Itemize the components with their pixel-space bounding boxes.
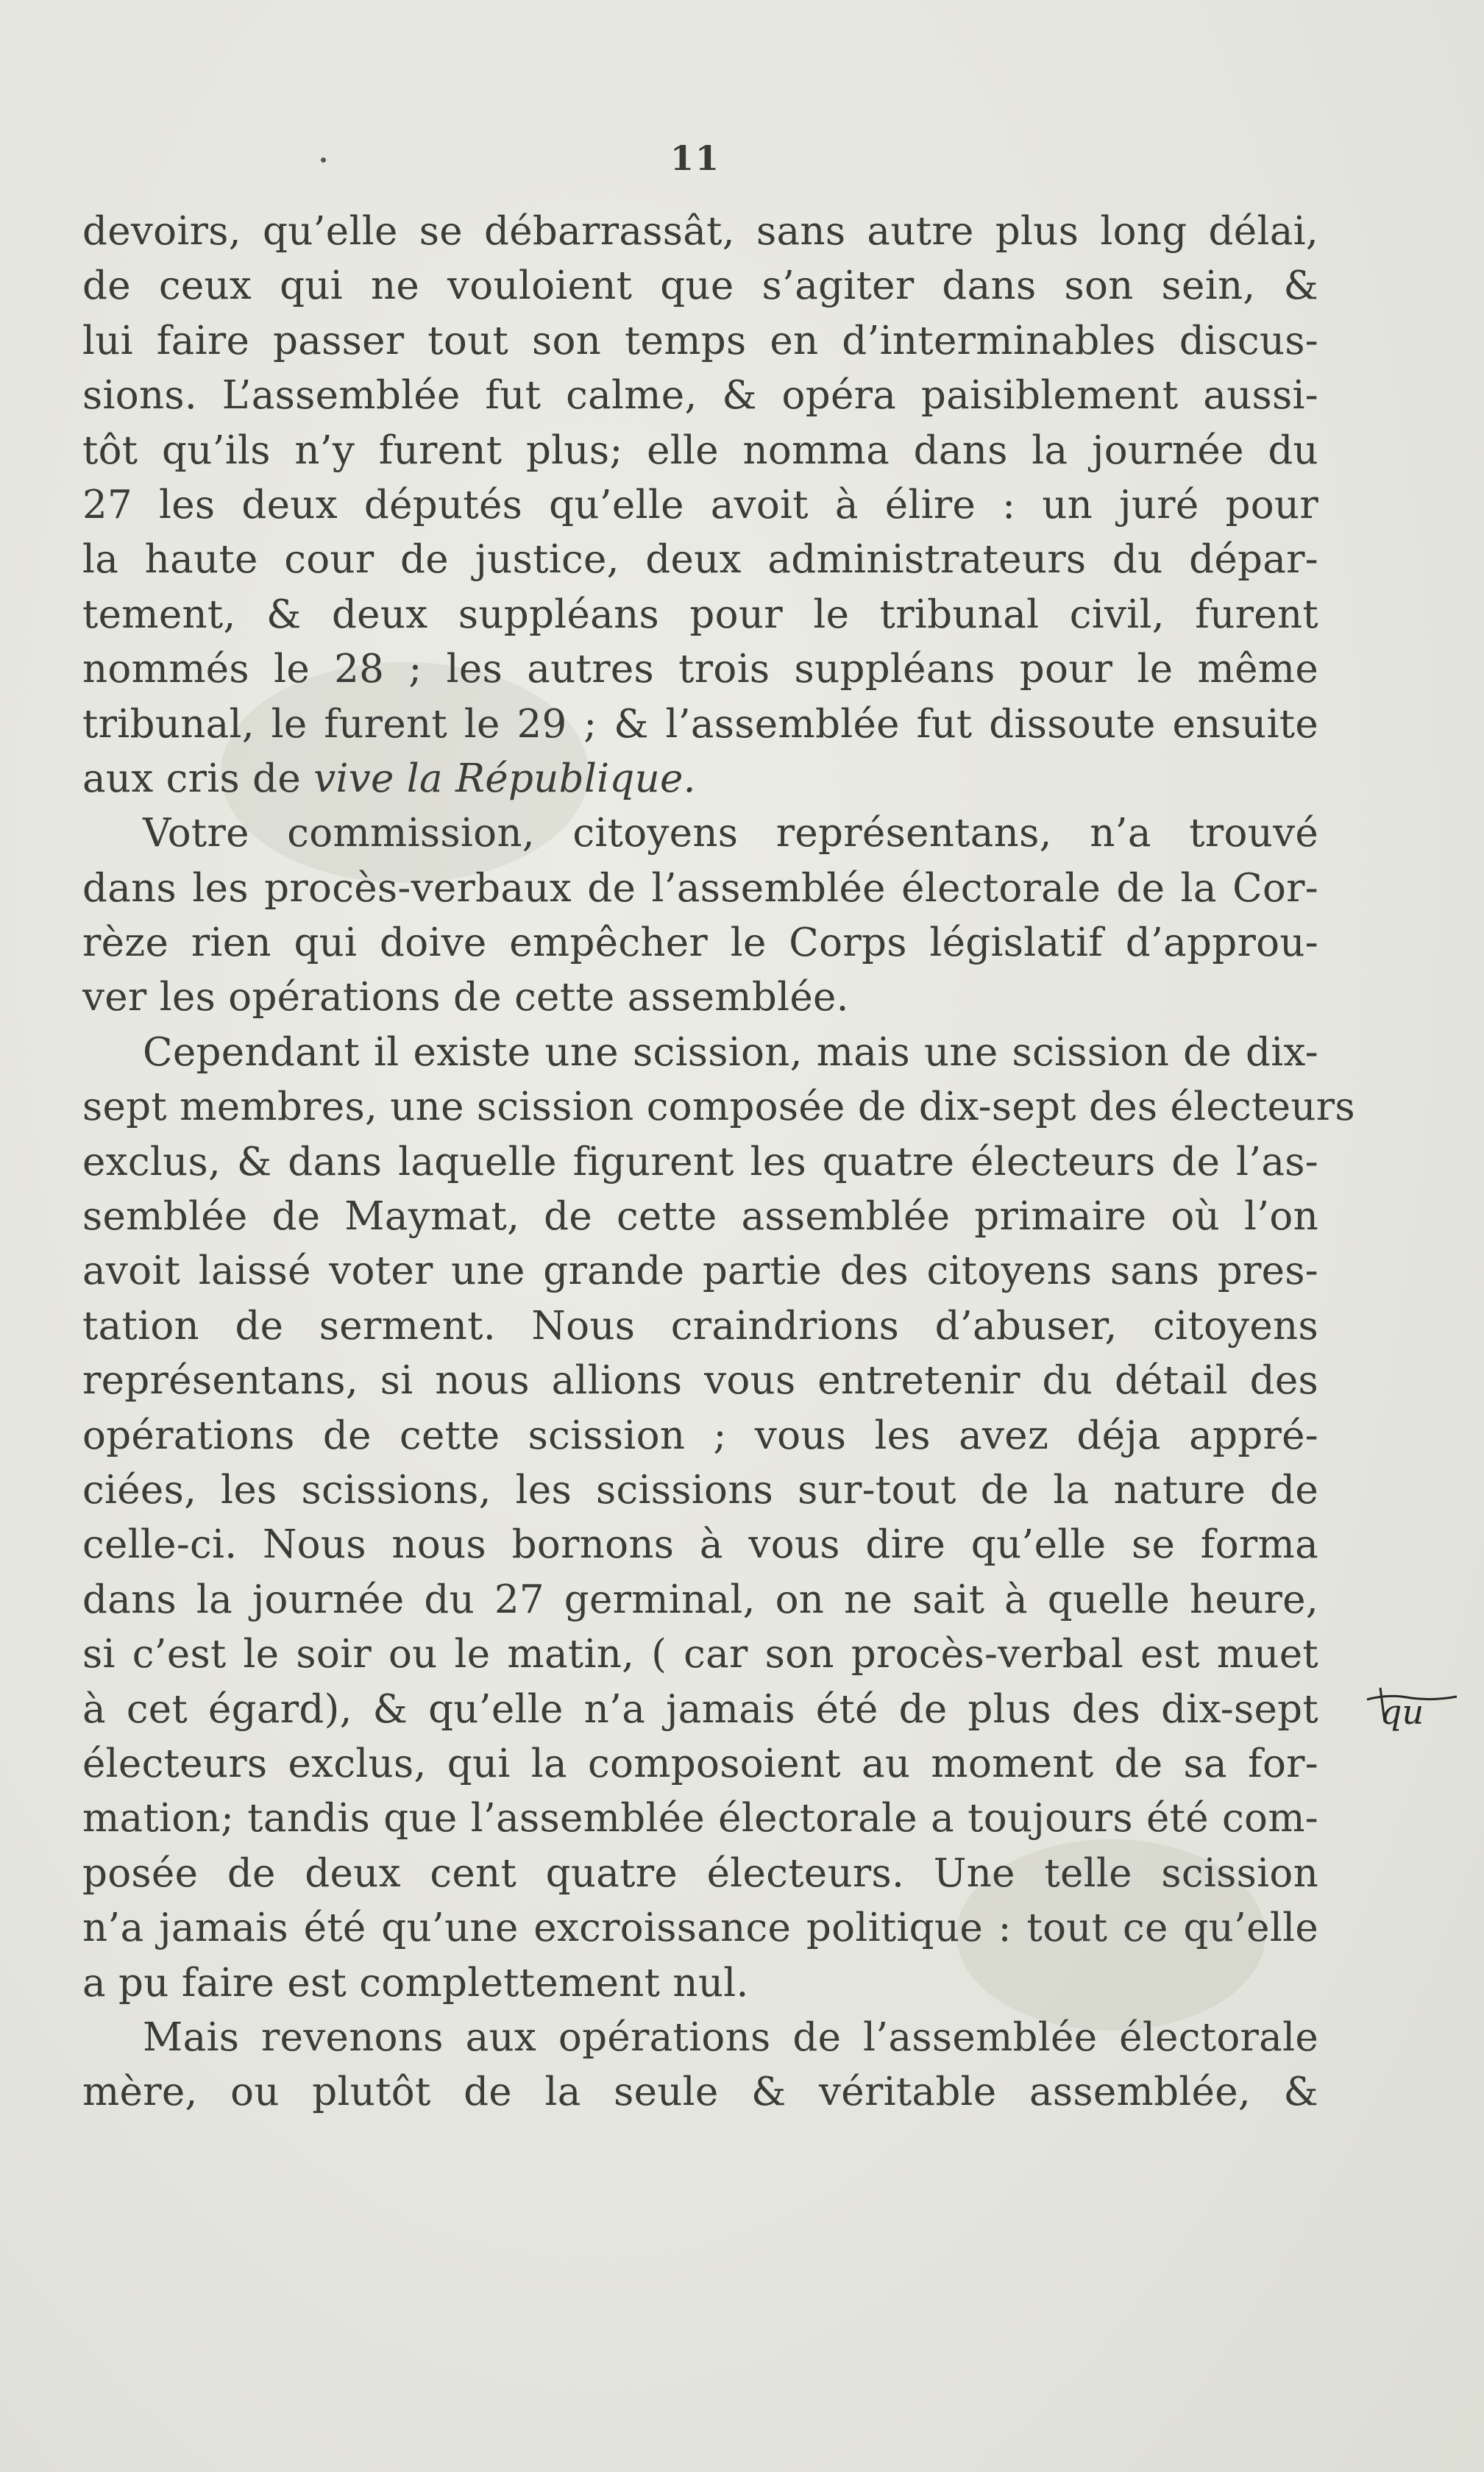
page-number: 11 xyxy=(670,138,720,178)
text-line: nommés le 28 ; les autres trois suppléans pour le même xyxy=(82,647,1318,692)
text-line: aux cris de vive la République. xyxy=(82,756,696,801)
italic-phrase: vive la République. xyxy=(313,756,696,801)
text-line: la haute cour de justice, deux administrateurs du dépar- xyxy=(82,537,1318,583)
text-line: exclus, & dans laquelle figurent les quatre électeurs de l’as- xyxy=(82,1139,1318,1184)
text-line: mation; tandis que l’assemblée électorale a toujours été com- xyxy=(82,1796,1318,1841)
text-line: a pu faire est complettement nul. xyxy=(82,1960,749,2006)
text-line: lui faire passer tout son temps en d’interminables discus- xyxy=(82,318,1318,363)
text-line: dans la journée du 27 germinal, on ne sait à quelle heure, xyxy=(82,1577,1318,1622)
text-line: opérations de cette scission ; vous les avez déja appré- xyxy=(82,1413,1318,1458)
paragraph-start: Cependant il existe une scission, mais une scission de dix- xyxy=(143,1029,1318,1075)
text-line: celle-ci. Nous nous bornons à vous dire qu’elle se forma xyxy=(82,1522,1318,1568)
text-line: tation de serment. Nous craindrions d’abuser, citoyens xyxy=(82,1303,1318,1349)
text-line: semblée de Maymat, de cette assemblée primaire où l’on xyxy=(82,1194,1318,1240)
text-line: de ceux qui ne vouloient que s’agiter dans son sein, & xyxy=(82,263,1318,309)
text-line: n’a jamais été qu’une excroissance politique : tout ce qu’elle xyxy=(82,1906,1318,1951)
text-line: à cet égard), & qu’elle n’a jamais été de plus des dix-sept xyxy=(82,1686,1318,1732)
text-line: dans les procès-verbaux de l’assemblée électorale de la Cor- xyxy=(82,865,1318,911)
text-line: ciées, les scissions, les scissions sur-tout de la nature de xyxy=(82,1467,1318,1513)
body-text xyxy=(82,205,1355,2120)
text-line: posée de deux cent quatre électeurs. Une telle scission xyxy=(82,1850,1318,1896)
text-line: avoit laissé voter une grande partie des citoyens sans pres- xyxy=(82,1249,1318,1294)
text-line: sions. L’assemblée fut calme, & opéra paisiblement aussi- xyxy=(82,373,1318,419)
text-line: si c’est le soir ou le matin, ( car son procès-verbal est muet xyxy=(82,1632,1318,1677)
handwritten-margin-note: qu xyxy=(1380,1692,1424,1732)
text-line: rèze rien qui doive empêcher le Corps législatif d’approu- xyxy=(82,920,1318,966)
text-line: tement, & deux suppléans pour le tribunal civil, furent xyxy=(82,592,1318,637)
paragraph-start: Mais revenons aux opérations de l’assemblée électorale xyxy=(143,2014,1318,2060)
text-line: tribunal, le furent le 29 ; & l’assemblée fut dissoute ensuite xyxy=(82,701,1318,747)
paragraph-start: Votre commission, citoyens représentans, n’a trouvé xyxy=(143,811,1318,856)
text-line: électeurs exclus, qui la composoient au moment de sa for- xyxy=(82,1741,1318,1786)
text-line: représentans, si nous allions vous entretenir du détail des xyxy=(82,1358,1318,1404)
text-line: ver les opérations de cette assemblée. xyxy=(82,975,849,1020)
text-line: sept membres, une scission composée de dix-sept des électeurs xyxy=(82,1084,1355,1130)
ink-dot xyxy=(321,157,326,163)
text-line: 27 les deux députés qu’elle avoit à élire : un juré pour xyxy=(82,482,1318,528)
text-line: mère, ou plutôt de la seule & véritable assemblée, & xyxy=(82,2070,1318,2115)
text-line: devoirs, qu’elle se débarrassât, sans autre plus long délai, xyxy=(82,209,1318,254)
text-line: tôt qu’ils n’y furent plus; elle nomma dans la journée du xyxy=(82,427,1318,473)
